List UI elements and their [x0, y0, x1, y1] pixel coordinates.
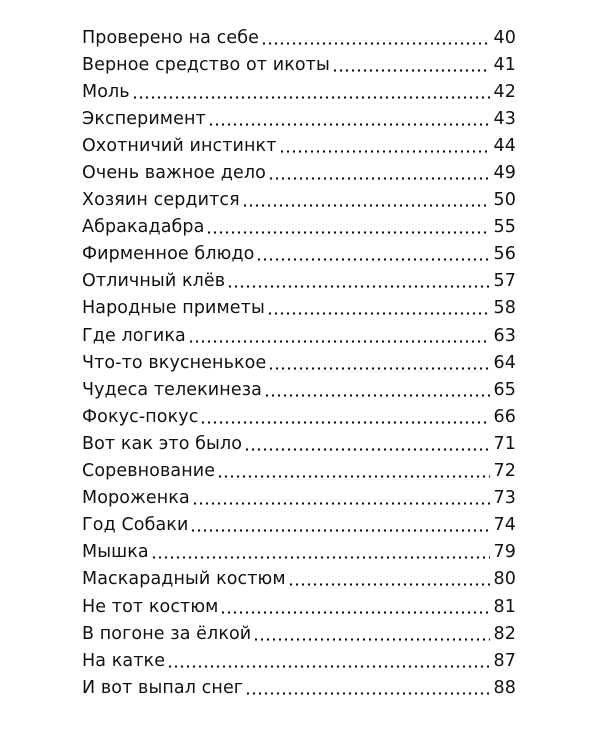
toc-entry-page: 50: [493, 190, 516, 211]
toc-entry-title: Абракадабра: [82, 217, 205, 238]
dot-leader: [208, 123, 490, 126]
dot-leader: [288, 583, 490, 586]
dot-leader: [242, 204, 490, 207]
toc-entry[interactable]: [82, 403, 516, 430]
dot-leader: [245, 692, 490, 695]
toc-entry[interactable]: [82, 187, 516, 214]
toc-entry-title: Отличный клёв: [82, 271, 226, 292]
toc-entry[interactable]: [82, 430, 516, 457]
dot-leader: [279, 150, 490, 153]
toc-entry[interactable]: [82, 105, 516, 132]
toc-entry[interactable]: [82, 593, 516, 620]
toc-entry-page: 49: [493, 163, 516, 184]
dot-leader: [253, 638, 490, 641]
toc-entry[interactable]: [82, 485, 516, 512]
toc-entry-title: Мороженка: [82, 488, 190, 509]
dot-leader: [217, 475, 490, 478]
dot-leader: [151, 556, 490, 559]
toc-entry[interactable]: [82, 132, 516, 159]
toc-entry-title: Вот как это было: [82, 433, 243, 454]
toc-entry-page: 64: [493, 352, 516, 373]
toc-entry[interactable]: [82, 566, 516, 593]
toc-entry[interactable]: [82, 214, 516, 241]
toc-entry-title: Что-то вкусненькое: [82, 352, 267, 373]
toc-entry[interactable]: [82, 24, 516, 51]
toc-entry[interactable]: [82, 674, 516, 701]
toc-entry-title: Очень важное дело: [82, 163, 266, 184]
toc-entry-page: 65: [493, 379, 516, 400]
toc-entry-title: И вот выпал снег: [82, 677, 244, 698]
toc-entry-title: Хозяин сердится: [82, 190, 240, 211]
toc-entry-page: 74: [493, 515, 516, 536]
toc-entry-title: Охотничий инстинкт: [82, 135, 277, 156]
dot-leader: [167, 665, 490, 668]
toc-entry-title: Маскарадный костюм: [82, 569, 286, 590]
toc-entry-title: Чудеса телекинеза: [82, 379, 262, 400]
toc-entry-page: 81: [493, 596, 516, 617]
toc-entry-page: 66: [493, 406, 516, 427]
dot-leader: [268, 367, 490, 370]
toc-entry-title: Год Собаки: [82, 515, 189, 536]
toc-entry-page: 80: [493, 569, 516, 590]
toc-entry-page: 43: [493, 108, 516, 129]
dot-leader: [256, 258, 490, 261]
dot-leader: [261, 42, 490, 45]
dot-leader: [244, 448, 490, 451]
toc-entry-page: 73: [493, 488, 516, 509]
toc-entry[interactable]: [82, 51, 516, 78]
dot-leader: [188, 340, 490, 343]
toc-entry[interactable]: [82, 349, 516, 376]
dot-leader: [132, 96, 490, 99]
toc-entry-title: Моль: [82, 81, 130, 102]
toc-entry-page: 58: [493, 298, 516, 319]
toc-entry-title: Верное средство от икоты: [82, 54, 330, 75]
toc-entry-title: Фокус-покус: [82, 406, 199, 427]
toc-entry-page: 41: [493, 54, 516, 75]
toc-entry[interactable]: [82, 78, 516, 105]
toc-entry-page: 56: [493, 244, 516, 265]
dot-leader: [227, 285, 490, 288]
toc-entry-page: 88: [493, 677, 516, 698]
toc-entry-page: 55: [493, 217, 516, 238]
toc-entry-page: 72: [493, 461, 516, 482]
toc-entry[interactable]: [82, 241, 516, 268]
toc-entry-title: Народные приметы: [82, 298, 265, 319]
toc-entry-page: 82: [493, 623, 516, 644]
table-of-contents: [82, 24, 516, 701]
toc-entry-page: 79: [493, 542, 516, 563]
dot-leader: [206, 231, 490, 234]
toc-entry[interactable]: [82, 376, 516, 403]
toc-entry[interactable]: [82, 295, 516, 322]
dot-leader: [268, 177, 490, 180]
toc-entry-title: Мышка: [82, 542, 149, 563]
dot-leader: [190, 529, 490, 532]
toc-entry[interactable]: [82, 620, 516, 647]
toc-entry[interactable]: [82, 458, 516, 485]
toc-entry-page: 71: [493, 433, 516, 454]
dot-leader: [200, 421, 490, 424]
toc-entry-page: 40: [493, 27, 516, 48]
dot-leader: [267, 312, 490, 315]
toc-entry-title: Фирменное блюдо: [82, 244, 255, 265]
toc-entry[interactable]: [82, 322, 516, 349]
toc-entry-title: Эксперимент: [82, 108, 206, 129]
toc-entry-title: В погоне за ёлкой: [82, 623, 252, 644]
toc-entry-page: 63: [493, 325, 516, 346]
toc-entry-title: Проверено на себе: [82, 27, 260, 48]
toc-entry[interactable]: [82, 512, 516, 539]
toc-entry-title: Соревнование: [82, 461, 216, 482]
toc-entry[interactable]: [82, 647, 516, 674]
toc-entry-title: Не тот костюм: [82, 596, 219, 617]
dot-leader: [220, 611, 490, 614]
toc-entry-page: 44: [493, 135, 516, 156]
toc-entry-page: 87: [493, 650, 516, 671]
toc-entry[interactable]: [82, 268, 516, 295]
toc-entry-title: На катке: [82, 650, 166, 671]
dot-leader: [332, 69, 490, 72]
toc-entry[interactable]: [82, 159, 516, 186]
dot-leader: [264, 394, 490, 397]
toc-entry-title: Где логика: [82, 325, 186, 346]
toc-entry-page: 42: [493, 81, 516, 102]
toc-entry-page: 57: [493, 271, 516, 292]
dot-leader: [192, 502, 490, 505]
toc-entry[interactable]: [82, 539, 516, 566]
